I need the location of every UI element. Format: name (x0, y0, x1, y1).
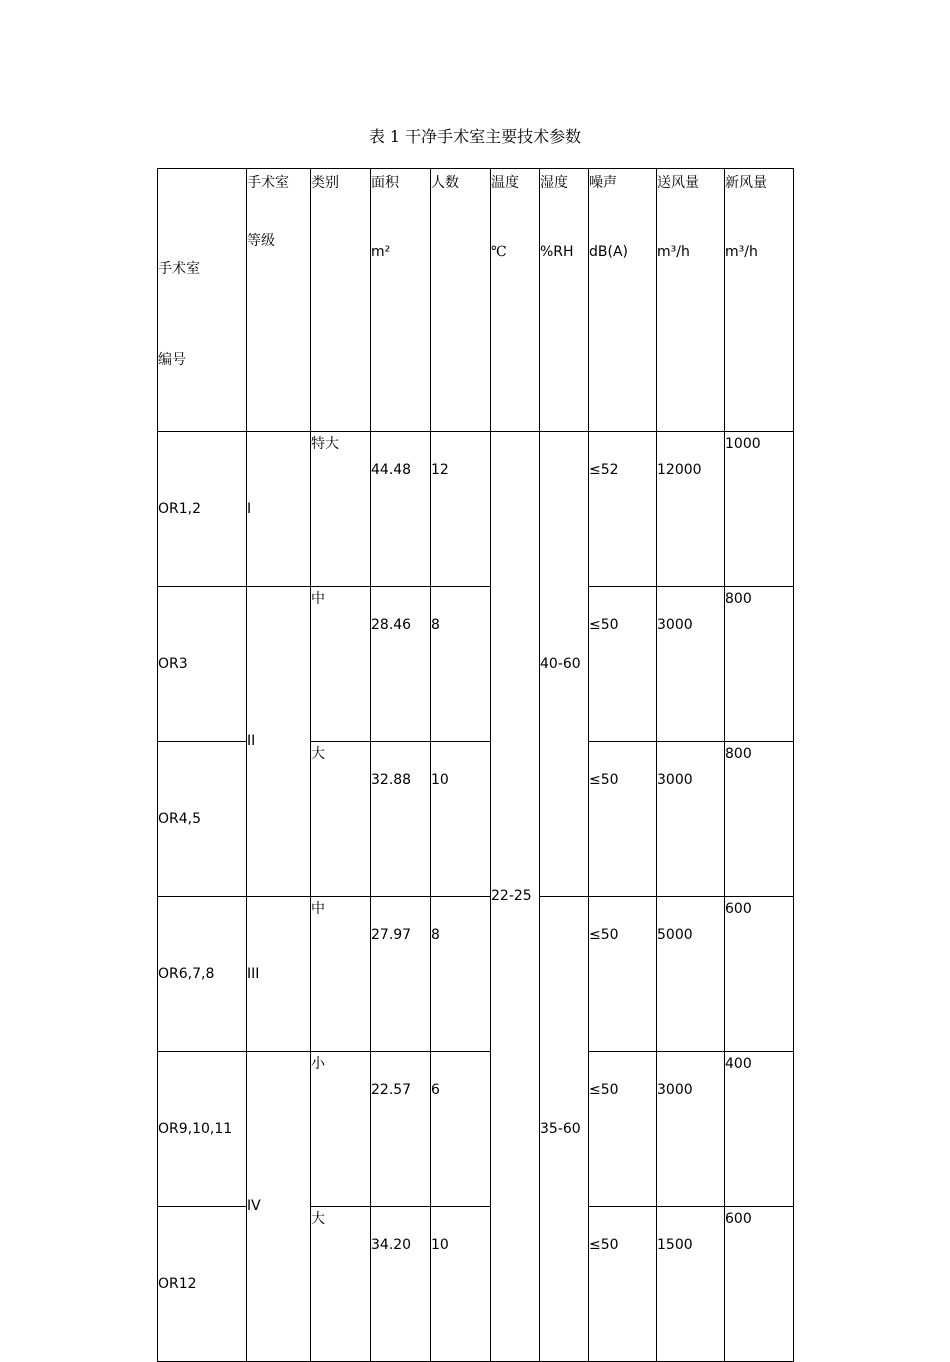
room-cell: OR9,10,11 (158, 1052, 247, 1207)
fresh-air-cell: 400 (725, 1052, 794, 1207)
supply-air-cell: 3000 (657, 742, 725, 897)
spec-table (157, 168, 794, 1362)
type-cell: 特大 (311, 432, 371, 587)
supply-air-cell: 12000 (657, 432, 725, 587)
type-cell: 大 (311, 1207, 371, 1362)
type-cell: 中 (311, 897, 371, 1052)
noise-cell: ≤50 (589, 587, 657, 742)
supply-air-cell: 3000 (657, 587, 725, 742)
table-row (158, 1052, 794, 1207)
type-cell: 大 (311, 742, 371, 897)
people-cell: 8 (431, 897, 491, 1052)
header-temperature: 温度 ℃ (491, 169, 540, 432)
area-cell: 32.88 (371, 742, 431, 897)
grade-cell: I (247, 432, 311, 587)
table-title: 表 1 干净手术室主要技术参数 (368, 127, 582, 146)
people-cell: 10 (431, 1207, 491, 1362)
header-row (158, 169, 794, 432)
people-cell: 8 (431, 587, 491, 742)
type-cell: 中 (311, 587, 371, 742)
people-cell: 6 (431, 1052, 491, 1207)
humidity-cell: 35-60 (540, 897, 589, 1362)
header-supply-air: 送风量 m³/h (657, 169, 725, 432)
humidity-cell: 40-60 (540, 432, 589, 897)
fresh-air-cell: 1000 (725, 432, 794, 587)
room-cell: OR3 (158, 587, 247, 742)
supply-air-cell: 5000 (657, 897, 725, 1052)
fresh-air-cell: 800 (725, 742, 794, 897)
header-grade: 手术室 等级 (247, 169, 311, 432)
header-fresh-air: 新风量 m³/h (725, 169, 794, 432)
noise-cell: ≤50 (589, 742, 657, 897)
type-cell: 小 (311, 1052, 371, 1207)
header-humidity: 湿度 %RH (540, 169, 589, 432)
noise-cell: ≤50 (589, 1207, 657, 1362)
room-cell: OR4,5 (158, 742, 247, 897)
supply-air-cell: 1500 (657, 1207, 725, 1362)
header-noise: 噪声 dB(A) (589, 169, 657, 432)
supply-air-cell: 3000 (657, 1052, 725, 1207)
people-cell: 10 (431, 742, 491, 897)
grade-cell: III (247, 897, 311, 1052)
header-people: 人数 (431, 169, 491, 432)
table-row (158, 432, 794, 587)
noise-cell: ≤50 (589, 1052, 657, 1207)
grade-cell: IV (247, 1052, 311, 1362)
grade-cell: II (247, 587, 311, 897)
fresh-air-cell: 600 (725, 1207, 794, 1362)
temperature-cell: 22-25 (491, 432, 540, 1362)
room-cell: OR12 (158, 1207, 247, 1362)
area-cell: 44.48 (371, 432, 431, 587)
header-type: 类别 (311, 169, 371, 432)
people-cell: 12 (431, 432, 491, 587)
room-cell: OR6,7,8 (158, 897, 247, 1052)
table-row (158, 587, 794, 742)
fresh-air-cell: 800 (725, 587, 794, 742)
fresh-air-cell: 600 (725, 897, 794, 1052)
noise-cell: ≤52 (589, 432, 657, 587)
area-cell: 28.46 (371, 587, 431, 742)
area-cell: 27.97 (371, 897, 431, 1052)
room-cell: OR1,2 (158, 432, 247, 587)
area-cell: 34.20 (371, 1207, 431, 1362)
area-cell: 22.57 (371, 1052, 431, 1207)
header-room-no: 手术室 编号 (158, 169, 247, 432)
table-row (158, 897, 794, 1052)
noise-cell: ≤50 (589, 897, 657, 1052)
header-area: 面积 m² (371, 169, 431, 432)
